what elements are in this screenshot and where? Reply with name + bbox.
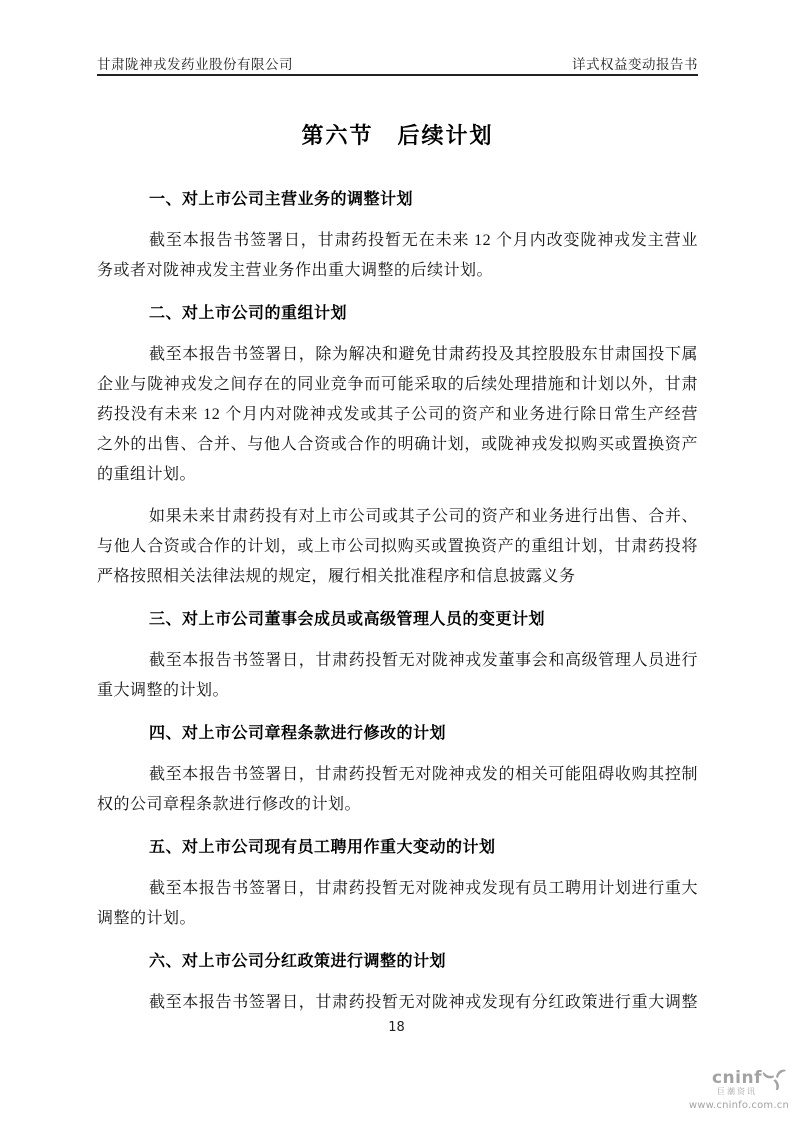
section-heading: 六、对上市公司分红政策进行调整的计划 [149, 951, 447, 970]
section-heading: 三、对上市公司董事会成员或高级管理人员的变更计划 [149, 609, 546, 628]
cninfo-logo [669, 1066, 789, 1112]
section-dividend-policy-adjustment [97, 946, 698, 1018]
section-heading: 四、对上市公司章程条款进行修改的计划 [149, 723, 447, 742]
document-content [97, 112, 698, 1030]
paragraph: 截至本报告书签署日，甘肃药投暂无在未来 12 个月内改变陇神戎发主营业务或者对陇神戎发主营业务作出重大调整的后续计划。 [97, 232, 698, 279]
section-heading: 一、对上市公司主营业务的调整计划 [149, 189, 414, 208]
cninfo-url: www.cninfo.com.cn [688, 1100, 789, 1111]
cninfo-brand-text: cninf [711, 1068, 762, 1088]
header-company-name: 甘肃陇神戎发药业股份有限公司 [97, 57, 293, 72]
section-restructuring-plan [97, 298, 698, 592]
section-employee-hiring-change [97, 832, 698, 934]
paragraph: 截至本报告书签署日，甘肃药投暂无对陇神戎发现有分红政策进行重大调整 [149, 994, 698, 1011]
paragraph: 如果未来甘肃药投有对上市公司或其子公司的资产和业务进行出售、合并、与他人合资或合作的计划，或上市公司拟购买或置换资产的重组计划，甘肃药投将严格按照相关法律法规的规定，履行相关批准程序和信息披露义务 [97, 508, 698, 585]
chapter-title: 第六节 后续计划 [301, 124, 494, 149]
header-doc-type: 详式权益变动报告书 [572, 57, 698, 72]
paragraph: 截至本报告书签署日，甘肃药投暂无对陇神戎发的相关可能阻碍收购其控制权的公司章程条款进行修改的计划。 [97, 766, 698, 813]
header-divider-rule [97, 74, 698, 76]
paragraph: 截至本报告书签署日，甘肃药投暂无对陇神戎发现有员工聘用计划进行重大调整的计划。 [97, 880, 698, 927]
cninfo-site-name: 巨潮资讯 [717, 1087, 757, 1096]
page-header [97, 53, 698, 73]
section-board-management-change [97, 604, 698, 706]
section-heading: 五、对上市公司现有员工聘用作重大变动的计划 [149, 837, 496, 856]
page-number: 18 [388, 1020, 405, 1035]
paragraph: 截至本报告书签署日，除为解决和避免甘肃药投及其控股股东甘肃国投下属企业与陇神戎发之间存在的同业竞争而可能采取的后续处理措施和计划以外，甘肃药投没有未来 12 个月内对陇神戎发或其子公司的资产和业务进行除日常生产经营之外的出售、合并、与他人合资或合作的明确计划，或陇神戎发拟购买或置换资产的重组计划。 [97, 346, 698, 483]
section-heading: 二、对上市公司的重组计划 [149, 303, 348, 322]
section-articles-amendment [97, 718, 698, 820]
section-main-business-adjustment [97, 184, 698, 286]
pinwheel-swirl-icon [763, 1066, 787, 1090]
paragraph: 截至本报告书签署日，甘肃药投暂无对陇神戎发董事会和高级管理人员进行重大调整的计划。 [97, 652, 698, 699]
